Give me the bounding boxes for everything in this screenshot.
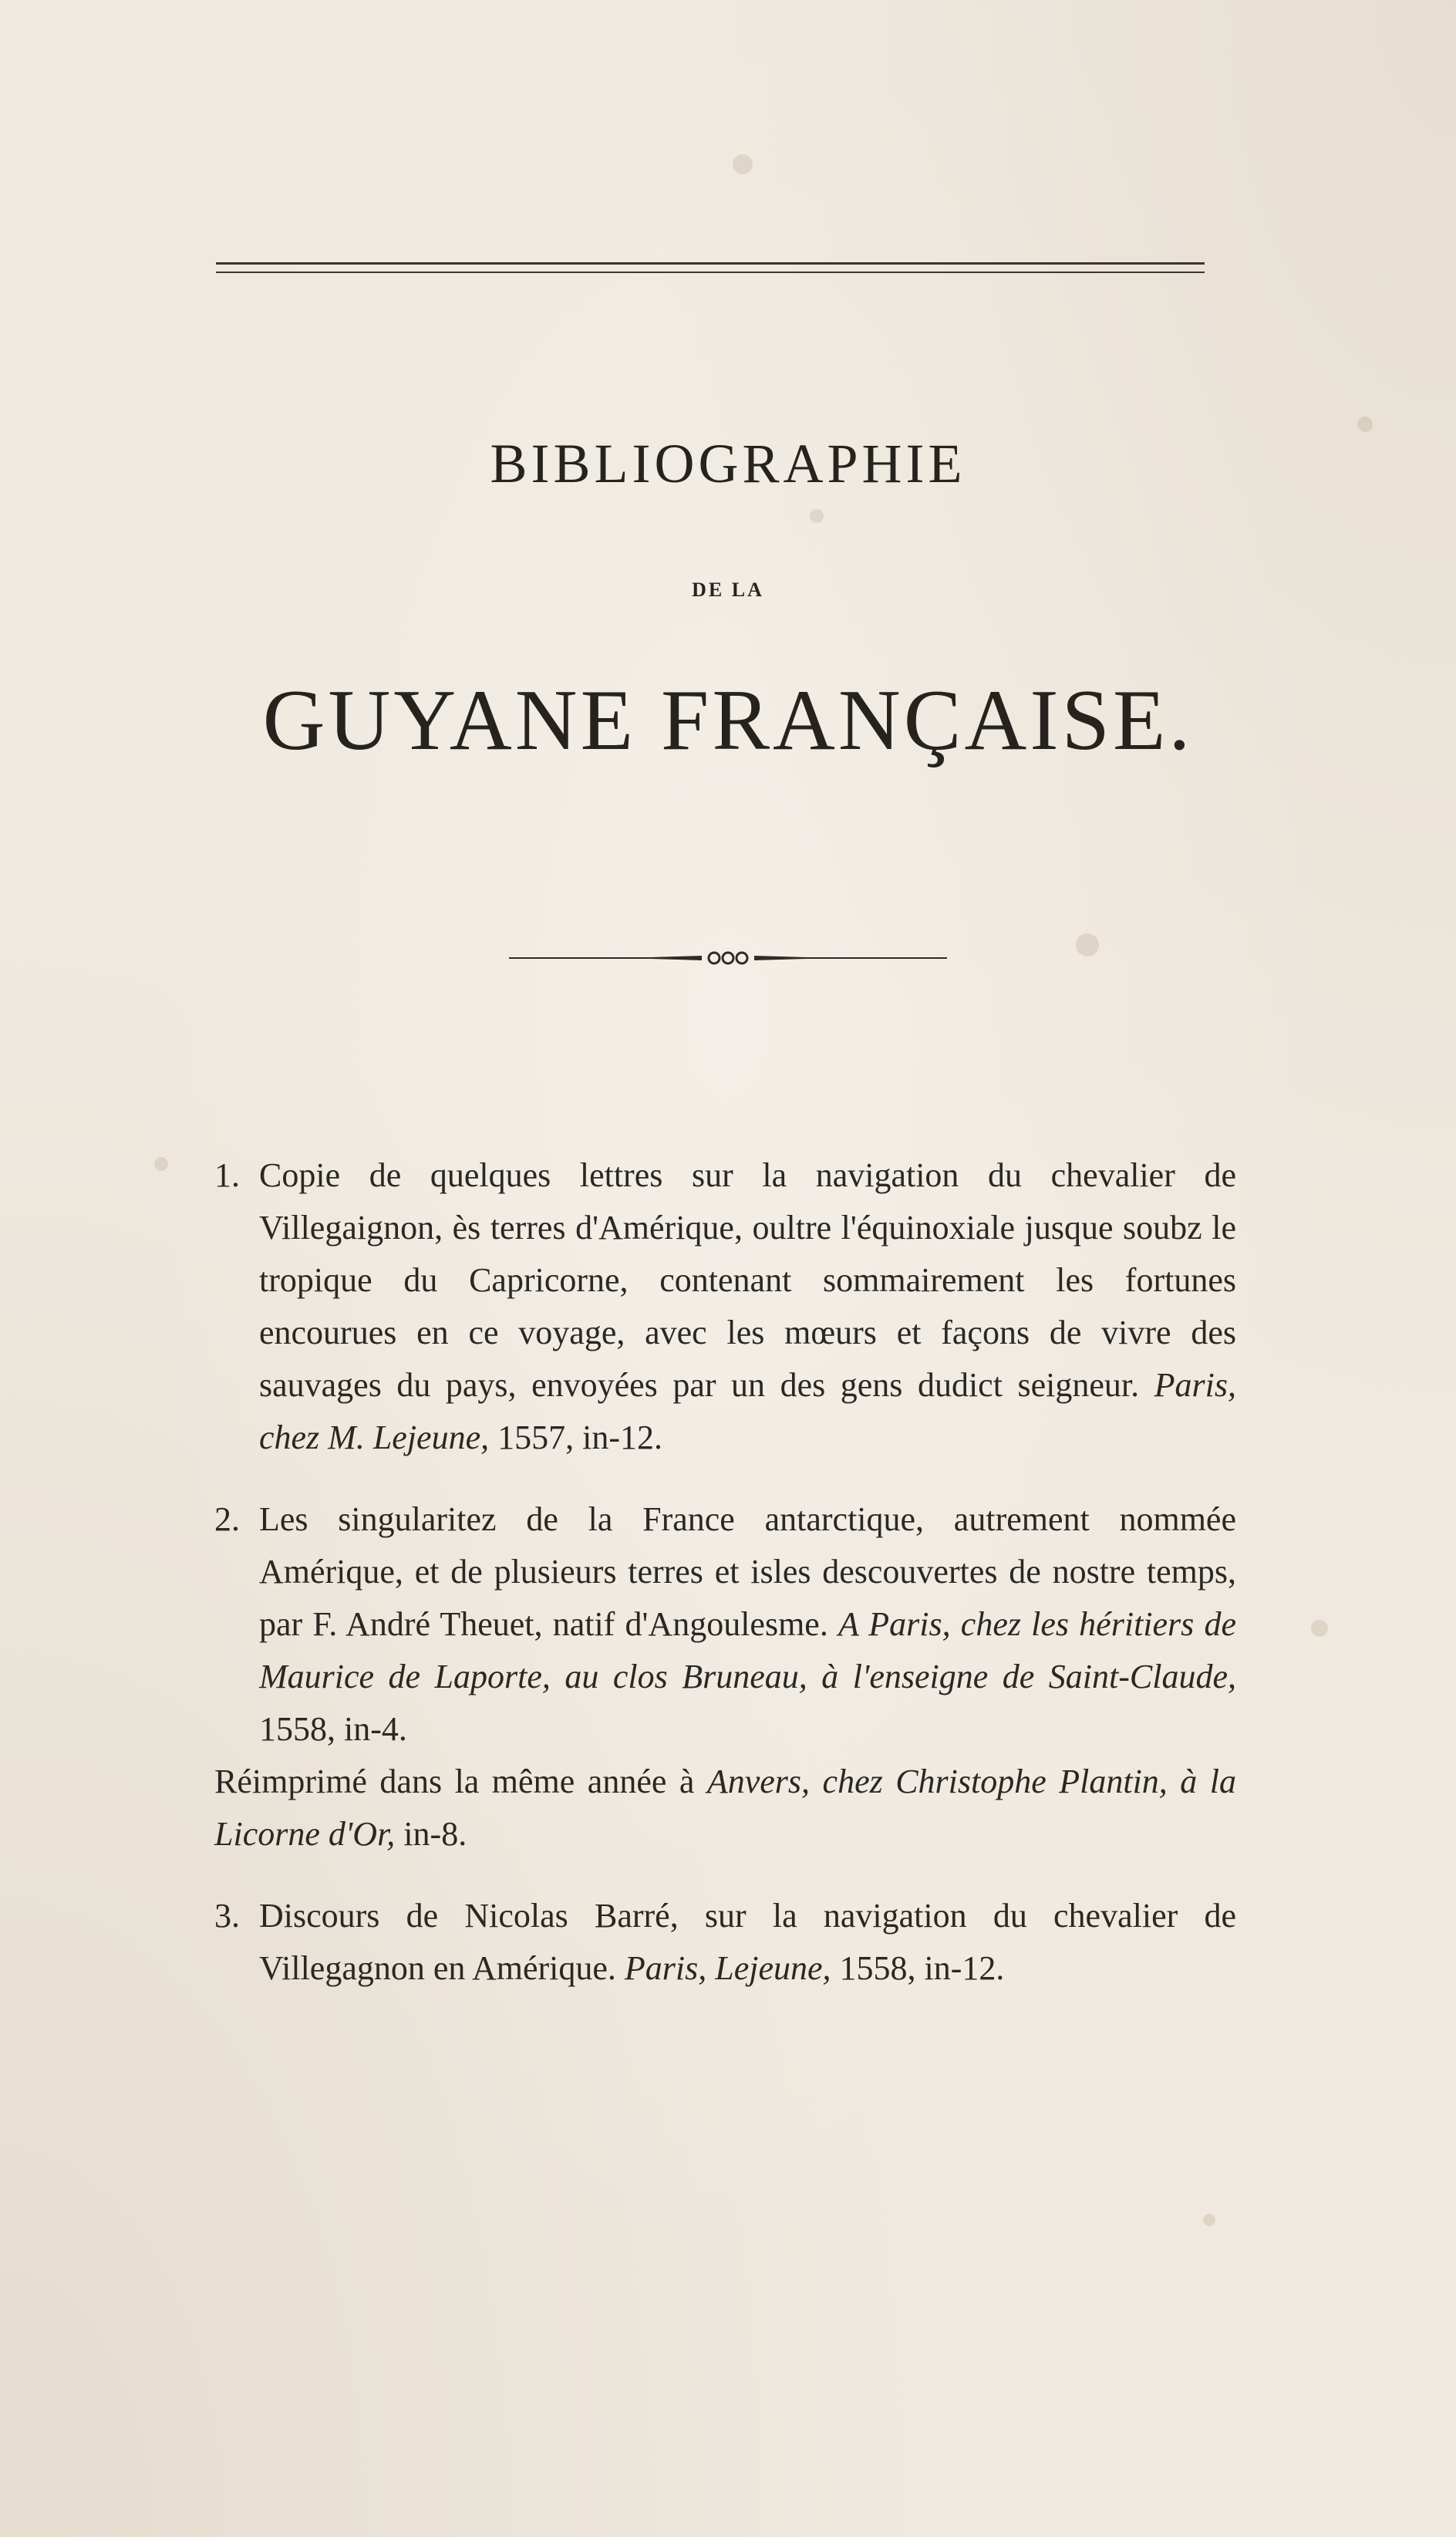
entry-imprint: Paris, chez M. Lejeune, xyxy=(259,1366,1237,1456)
paper-stain xyxy=(1357,417,1373,432)
top-double-rule xyxy=(216,272,1205,273)
ornament-divider xyxy=(509,943,947,973)
entry-imprint: Paris, Lejeune, xyxy=(624,1949,831,1987)
entry-number: 1. xyxy=(214,1156,240,1194)
entry-format: 1558, in-12. xyxy=(839,1949,1005,1987)
entry-number: 3. xyxy=(214,1897,240,1935)
note-format: in-8. xyxy=(403,1815,467,1853)
paper-stain xyxy=(1311,1620,1328,1637)
paper-stain xyxy=(1203,2214,1215,2226)
bibliography-entry xyxy=(214,1149,1236,1464)
entry-reprint-note xyxy=(214,1756,1236,1861)
bibliography-list xyxy=(214,1149,1236,2024)
title-connector: DE LA xyxy=(692,579,764,601)
entry-text: Copie de quelques lettres sur la navigation du chevalier de Villegaignon, ès terres d'Amérique, oultre l'équinoxiale jusque soubz le tropique du Capricorne, contenant sommairement les fortunes encourues en ce voyage, avec les mœurs et façons de vivre des sauvages du pays, envoyées par un des gens dudict seigneur. xyxy=(259,1156,1236,1404)
bibliography-entry xyxy=(214,1493,1236,1861)
top-double-rule xyxy=(216,262,1205,265)
paper-stain xyxy=(154,1157,168,1171)
entry-format: 1558, in-4. xyxy=(259,1710,407,1748)
note-imprint: Anvers, chez Christophe Plantin, à la Licorne d'Or, xyxy=(214,1763,1236,1853)
paper-stain xyxy=(733,154,753,174)
entry-imprint: A Paris, chez les héritiers de Maurice de Laporte, au clos Bruneau, à l'enseigne de Saint-Claude, xyxy=(259,1605,1236,1695)
note-text: Réimprimé dans la même année à xyxy=(214,1763,695,1800)
paper-stain xyxy=(810,509,824,523)
page-title: BIBLIOGRAPHIE xyxy=(490,433,966,494)
entry-number: 2. xyxy=(214,1500,240,1538)
paper-stain xyxy=(1076,933,1099,956)
entry-text: Les singularitez de la France antarctique, autrement nommée Amérique, et de plusieurs terres et isles descouvertes de nostre temps, par F. André Theuet, natif d'Angoulesme. xyxy=(259,1500,1236,1643)
entry-text: Discours de Nicolas Barré, sur la navigation du chevalier de Villegagnon en Amérique. xyxy=(259,1897,1236,1987)
bibliography-entry xyxy=(214,1890,1236,1995)
main-title: GUYANE FRANÇAISE. xyxy=(262,673,1194,768)
entry-format: 1557, in-12. xyxy=(497,1419,663,1456)
